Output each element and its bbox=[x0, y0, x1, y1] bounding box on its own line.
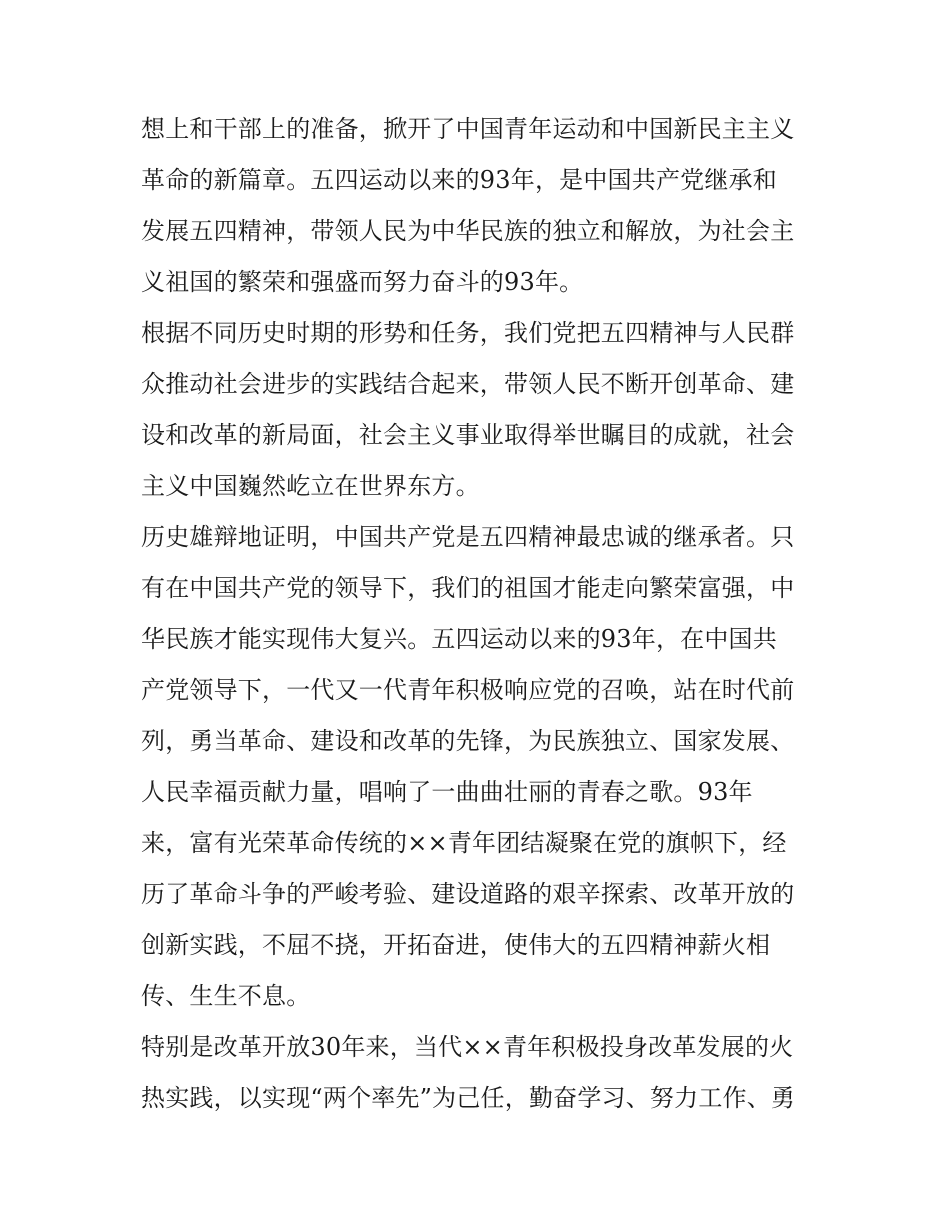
text-line: 来，富有光荣革命传统的××青年团结凝聚在党的旗帜下，经 bbox=[141, 829, 787, 857]
text-line: 主义中国巍然屹立在世界东方。 bbox=[141, 472, 480, 500]
paragraph-4 bbox=[141, 1022, 821, 1124]
text-line: 设和改革的新局面，社会主义事业取得举世瞩目的成就，社会 bbox=[141, 421, 795, 449]
text-line: 传、生生不息。 bbox=[141, 982, 311, 1010]
text-line: 发展五四精神，带领人民为中华民族的独立和解放，为社会主 bbox=[141, 217, 795, 245]
text-line: 根据不同历史时期的形势和任务，我们党把五四精神与人民群 bbox=[141, 319, 795, 347]
paragraph-2 bbox=[141, 308, 821, 512]
text-line: 历了革命斗争的严峻考验、建设道路的艰辛探索、改革开放的 bbox=[141, 880, 795, 908]
text-line: 义祖国的繁荣和强盛而努力奋斗的93年。 bbox=[141, 268, 584, 296]
text-line: 想上和干部上的准备，掀开了中国青年运动和中国新民主主义 bbox=[141, 115, 795, 143]
text-line: 华民族才能实现伟大复兴。五四运动以来的93年，在中国共 bbox=[141, 625, 777, 653]
paragraph-1 bbox=[141, 104, 821, 308]
text-line: 有在中国共产党的领导下，我们的祖国才能走向繁荣富强，中 bbox=[141, 574, 795, 602]
text-line: 创新实践，不屈不挠，开拓奋进，使伟大的五四精神薪火相 bbox=[141, 931, 771, 959]
text-line: 热实践，以实现“两个率先”为己任，勤奋学习、努力工作、勇 bbox=[141, 1084, 796, 1112]
text-line: 列，勇当革命、建设和改革的先锋，为民族独立、国家发展、 bbox=[141, 727, 795, 755]
text-line: 人民幸福贡献力量，唱响了一曲曲壮丽的青春之歌。93年 bbox=[141, 778, 753, 806]
text-line: 特别是改革开放30年来，当代××青年积极投身改革发展的火 bbox=[141, 1033, 794, 1061]
paragraph-3 bbox=[141, 512, 821, 1022]
text-line: 产党领导下，一代又一代青年积极响应党的召唤，站在时代前 bbox=[141, 676, 795, 704]
text-line: 众推动社会进步的实践结合起来，带领人民不断开创革命、建 bbox=[141, 370, 795, 398]
text-line: 革命的新篇章。五四运动以来的93年，是中国共产党继承和 bbox=[141, 166, 777, 194]
document-body bbox=[141, 104, 821, 1124]
text-line: 历史雄辩地证明，中国共产党是五四精神最忠诚的继承者。只 bbox=[141, 523, 795, 551]
